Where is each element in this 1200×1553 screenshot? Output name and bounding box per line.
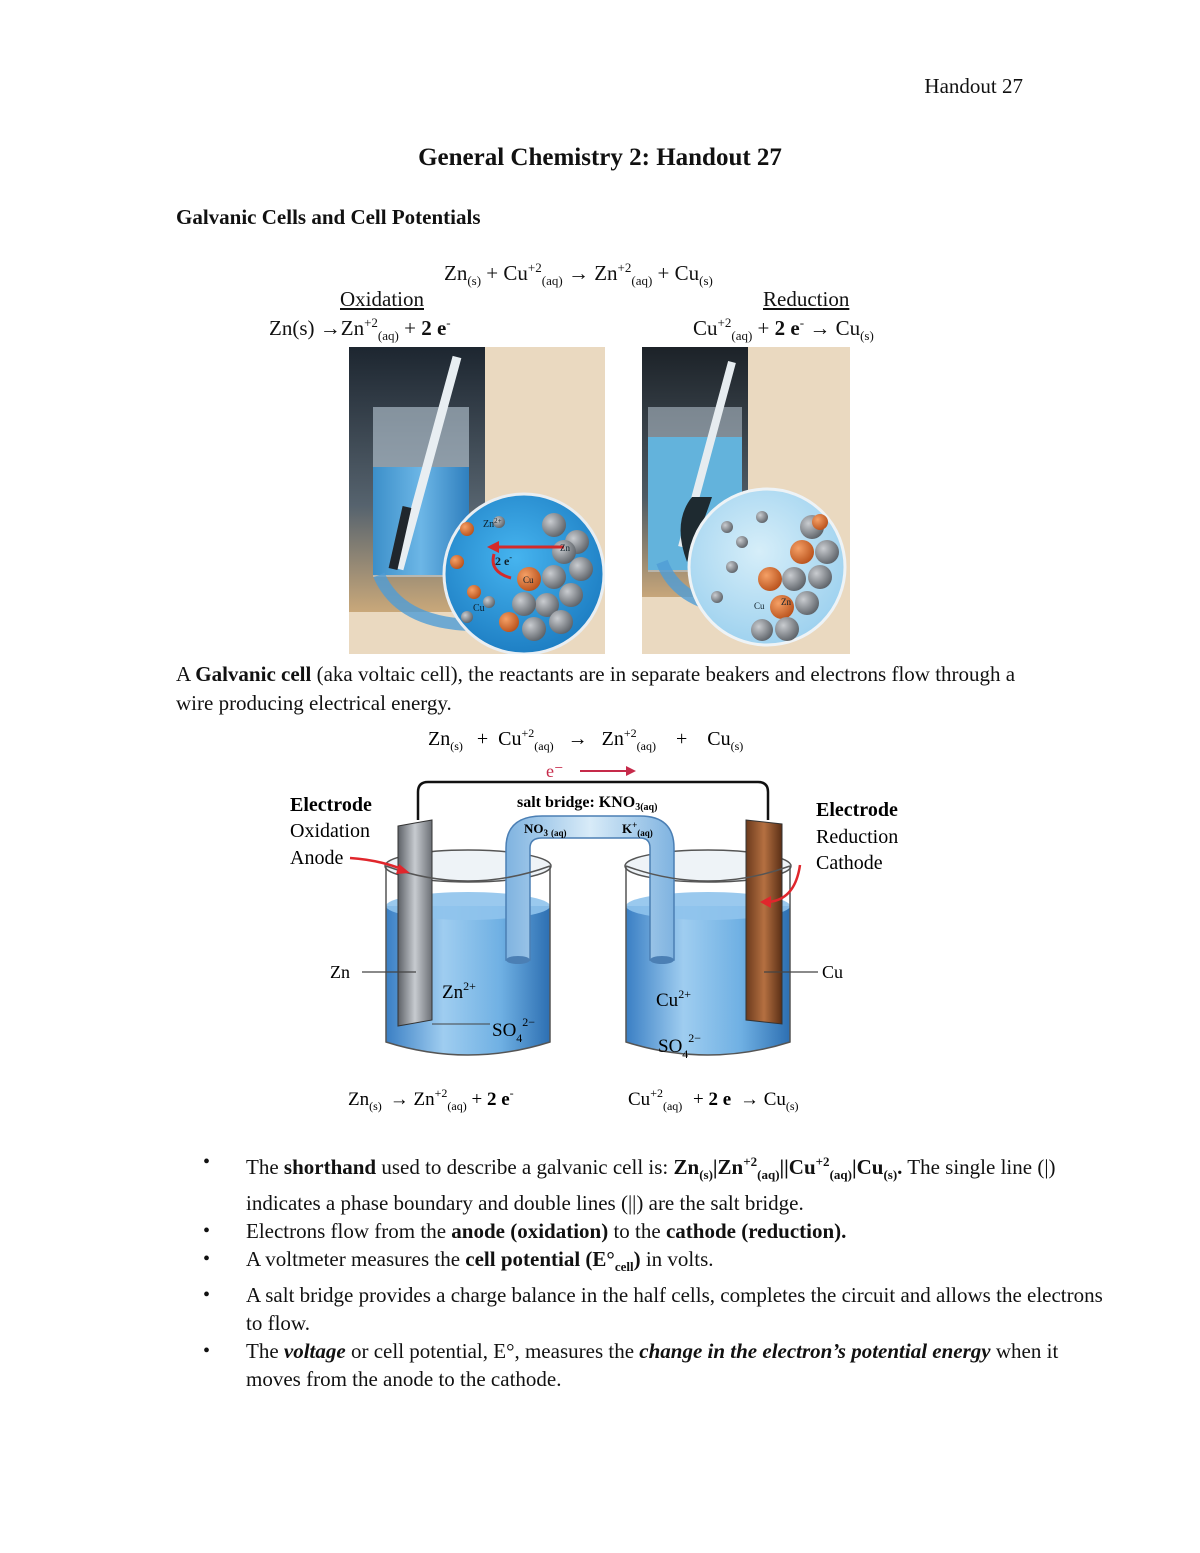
galvanic-cell-diagram xyxy=(280,720,940,1130)
oxidation-equation: $Zn(s) \to Zn^{+2}_{(aq)} + 2$ e- xyxy=(269,315,451,344)
nitrate-ion-label: $NO_3$ (aq) xyxy=(524,821,567,838)
photo-right-zn-label: Zn xyxy=(781,597,791,607)
photo-zn2-label: $Zn^{2+}$ xyxy=(483,517,502,530)
electron-flow-label: e⁻ xyxy=(546,761,564,781)
zinc-beaker-photo xyxy=(349,347,605,654)
zinc-electrode xyxy=(398,820,432,1026)
potassium-ion-label: $K^+_{(aq)}$ xyxy=(622,820,653,838)
page-title: General Chemistry 2: Handout 27 xyxy=(418,144,782,171)
anode-label-oxidation: Oxidation xyxy=(290,820,370,842)
photo-right-cu-label: Cu xyxy=(754,601,765,611)
sulfate-right-label: $SO_4^{2-}$ xyxy=(658,1031,702,1061)
copper-ion-label: $Cu^{2+}$ xyxy=(656,987,691,1011)
cathode-label-cathode: Cathode xyxy=(816,852,883,874)
reduction-equation: $Cu^{+2}_{(aq)} + 2$ $e^- \to Cu_{(s)}$ xyxy=(693,315,874,344)
photo-zn-label: Zn xyxy=(560,543,570,553)
bullet-salt-bridge: • A salt bridge provides a charge balance in the half cells, completes the circuit and allows the electrons to flow. xyxy=(246,1281,1106,1337)
cathode-half-reaction: $Cu^{+2}_{(aq)} + 2$ $e \to Cu_{(s)}$ xyxy=(628,1086,799,1113)
zn-electrode-label: Zn xyxy=(330,962,350,982)
copper-beaker-photo xyxy=(642,347,850,654)
copper-electrode xyxy=(746,820,782,1024)
photo-cu-label: Cu xyxy=(523,575,534,585)
galvanic-cell-paragraph: A Galvanic cell (aka voltaic cell), the reactants are in separate beakers and electrons flow through a wire producing electrical energy. xyxy=(176,662,1016,715)
cathode-label-reduction: Reduction xyxy=(816,826,899,848)
cu-electrode-label: Cu xyxy=(822,962,844,982)
photo-2e-label: 2 e- xyxy=(495,553,512,568)
anode-half-reaction: $Zn_{(s)} \to Zn^{+2}_{(aq)} + 2$ e- xyxy=(348,1086,514,1113)
anode-label-electrode: Electrode xyxy=(290,794,372,816)
oxidation-label: Oxidation xyxy=(340,287,424,311)
section-title: Galvanic Cells and Cell Potentials xyxy=(176,205,481,229)
salt-bridge-label: salt bridge: KNO3(aq) xyxy=(517,794,658,813)
bullet-voltmeter: • A voltmeter measures the cell potential $(E^\circ_{cell})$ in volts. xyxy=(246,1245,1106,1281)
bullet-electron-flow: • Electrons flow from the anode (oxidation) to the cathode (reduction). xyxy=(246,1217,1106,1245)
zinc-ion-label: $Zn^{2+}$ xyxy=(442,979,476,1003)
diagram-top-equation: $Zn_{(s)} + Cu^{+2}_{(aq)} \to Zn^{+2}_{(aq)} + Cu_{(s)}$ xyxy=(428,726,744,753)
key-points-list xyxy=(176,1148,1106,1393)
page-header: Handout 27 xyxy=(924,74,1023,98)
cathode-label-electrode: Electrode xyxy=(816,799,898,821)
bullet-voltage: • The voltage or cell potential, E°, measures the change in the electron’s potential energy when it moves from the anode to the cathode. xyxy=(246,1337,1106,1393)
overall-equation: $Zn_{(s)} + Cu^{+2}_{(aq)} \to Zn^{+2}_{(aq)} + Cu_{(s)}$ xyxy=(444,260,713,289)
bullet-shorthand: • The shorthand used to describe a galvanic cell is: $Zn_{(s)}|Zn^{+2}_{(aq)}||Cu^{+2}_{(aq)}|Cu_{(s)}$. The single line (|) indicates a phase boundary and double lines (||) are the salt bridge. xyxy=(246,1148,1106,1217)
sulfate-left-label: $SO_4^{2-}$ xyxy=(492,1015,536,1045)
anode-label-anode: Anode xyxy=(290,847,344,869)
reduction-label: Reduction xyxy=(763,287,850,311)
photo-cu2-label: Cu xyxy=(473,603,485,614)
